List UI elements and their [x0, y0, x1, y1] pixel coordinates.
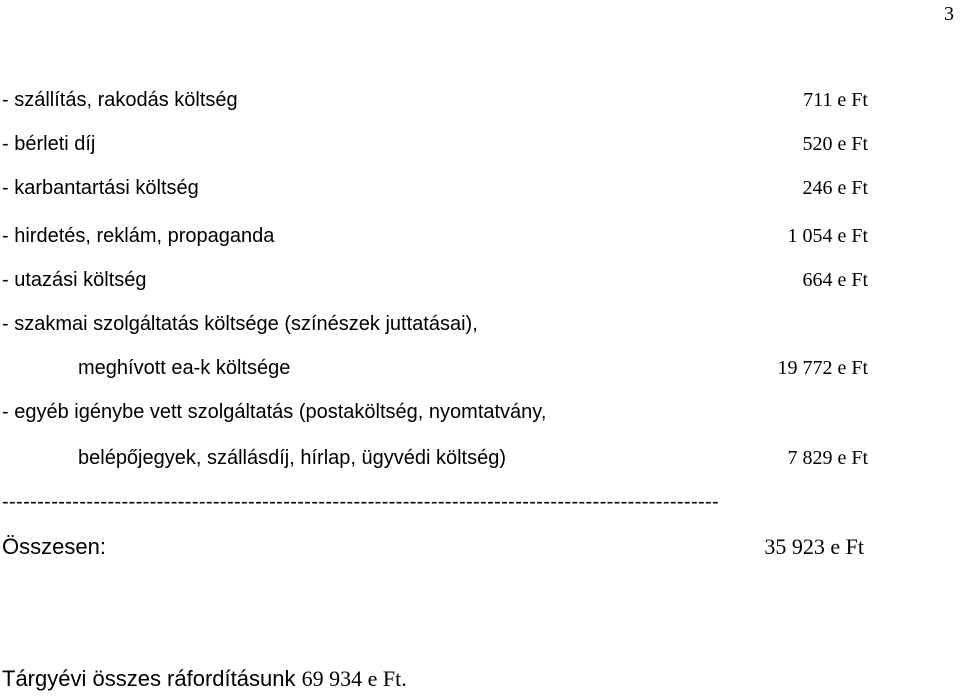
summary-amount: 69 934 e Ft.: [301, 666, 407, 691]
expense-amount: 19 772 e Ft: [777, 357, 868, 379]
total-amount: 35 923 e Ft: [764, 534, 864, 559]
expense-label: - karbantartási költség: [2, 177, 199, 199]
total-label: Összesen:: [2, 534, 106, 559]
summary-text: Tárgyévi összes ráfordításunk: [2, 666, 296, 691]
total-row: [0, 532, 960, 564]
summary-row: [0, 664, 960, 696]
expense-label: - szállítás, rakodás költség: [2, 89, 238, 111]
summary-sentence: [2, 664, 407, 694]
expense-amount: 664 e Ft: [802, 269, 868, 291]
expense-amount: 711 e Ft: [803, 89, 868, 111]
expense-row-travel: [0, 266, 960, 294]
expense-label: - hirdetés, reklám, propaganda: [2, 225, 275, 247]
expense-amount: 520 e Ft: [802, 133, 868, 155]
page-number: 3: [944, 3, 954, 25]
expense-label: - utazási költség: [2, 269, 147, 291]
expense-row-rent: [0, 130, 960, 158]
expense-label-continuation: belépőjegyek, szállásdíj, hírlap, ügyvédi költség): [78, 447, 507, 469]
expense-amount: 7 829 e Ft: [787, 447, 868, 469]
expense-row-advertising: [0, 222, 960, 250]
expense-label: - egyéb igénybe vett szolgáltatás (postaköltség, nyomtatvány,: [2, 401, 547, 423]
expense-row-other-services-continuation: [0, 444, 960, 472]
expense-label: - bérleti díj: [2, 133, 96, 155]
expense-amount: 246 e Ft: [802, 177, 868, 199]
separator-row: [0, 488, 960, 516]
dashed-separator: ------------------------------------------------------------------------------------------------------: [2, 491, 720, 513]
expense-label: - szakmai szolgáltatás költsége (színészek juttatásai),: [2, 313, 478, 335]
expense-row-maintenance: [0, 174, 960, 202]
expense-row-other-services: [0, 398, 960, 426]
expense-row-professional-continuation: [0, 354, 960, 382]
expense-label-continuation: meghívott ea-k költsége: [78, 357, 291, 379]
expense-row-shipping: [0, 86, 960, 114]
expense-row-professional: [0, 310, 960, 338]
expense-amount: 1 054 e Ft: [787, 225, 868, 247]
